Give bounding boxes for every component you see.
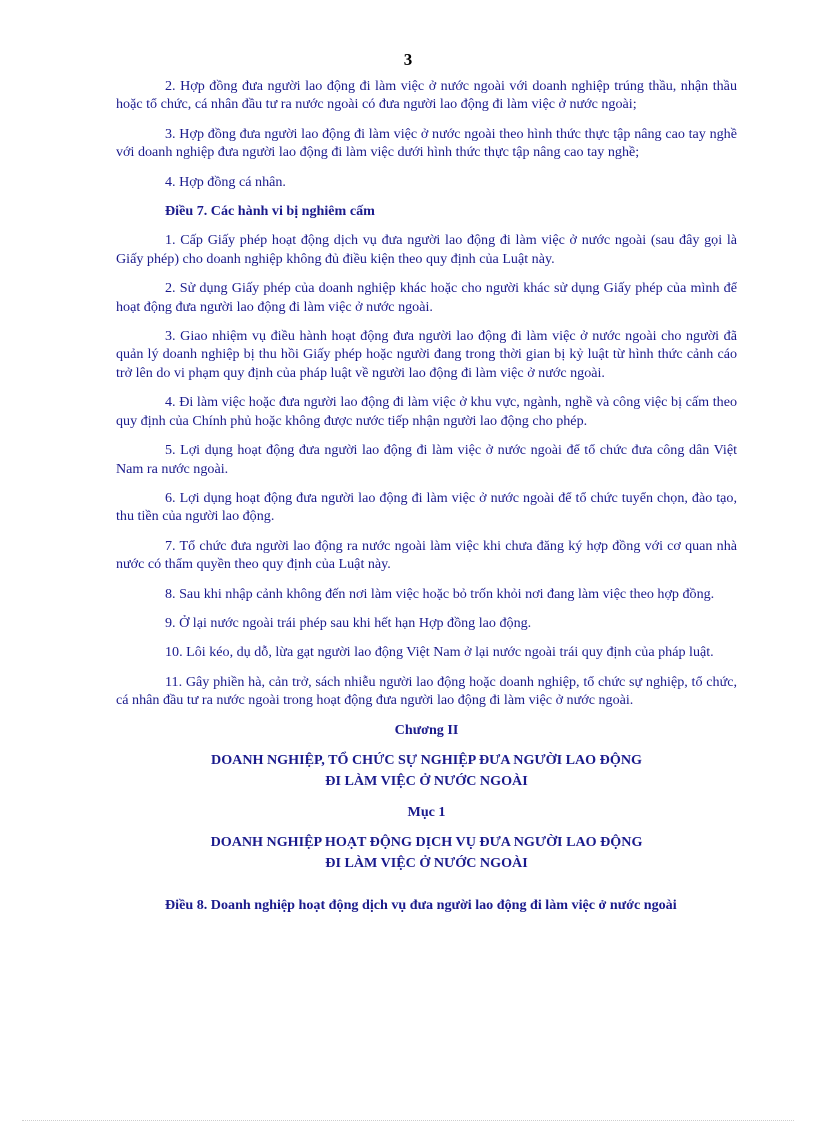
section-label: Mục 1 <box>407 803 446 820</box>
article-7-item-2: 2. Sử dụng Giấy phép của doanh nghiệp khác hoặc cho người khác sử dụng Giấy phép của mình để hoạt động đưa người lao động đi làm việc ở nước ngoài. <box>116 280 737 315</box>
page-bottom-divider <box>22 1120 794 1121</box>
article-7-item-7: 7. Tổ chức đưa người lao động ra nước ngoài làm việc khi chưa đăng ký hợp đồng với cơ quan nhà nước có thẩm quyền theo quy định của Luật này. <box>116 537 737 573</box>
article-7-item-3: 3. Giao nhiệm vụ điều hành hoạt động đưa người lao động đi làm việc ở nước ngoài cho người đã quản lý doanh nghiệp bị thu hồi Giấy phép hoặc người đang trong thời gian bị kỷ luật từ hình thức cảnh cáo trở lên do vi phạm quy định của pháp luật về người lao động đi làm việc ở nước ngoài. <box>116 328 737 381</box>
article-7-item-1: 1. Cấp Giấy phép hoạt động dịch vụ đưa người lao động đi làm việc ở nước ngoài (sau đây gọi là Giấy phép) cho doanh nghiệp không đủ điều kiện theo quy định của Luật này. <box>116 232 737 267</box>
article-7-item-10: 10. Lôi kéo, dụ dỗ, lừa gạt người lao động Việt Nam ở lại nước ngoài trái quy định của pháp luật. <box>165 644 714 661</box>
article-7-heading: Điều 7. Các hành vi bị nghiêm cấm <box>165 203 375 220</box>
page-number: 3 <box>403 50 413 69</box>
article-7-item-8: 8. Sau khi nhập cảnh không đến nơi làm việc hoặc bỏ trốn khỏi nơi đang làm việc theo hợp đồng. <box>165 585 715 602</box>
article-7-item-4: 4. Đi làm việc hoặc đưa người lao động đi làm việc ở khu vực, ngành, nghề và công việc bị cấm theo quy định của Chính phủ hoặc không được nước tiếp nhận người lao động cho phép. <box>116 394 737 429</box>
paragraph-4: 4. Hợp đồng cá nhân. <box>165 173 286 190</box>
article-8-heading: Điều 8. Doanh nghiệp hoạt động dịch vụ đưa người lao động đi làm việc ở nước ngoài <box>165 897 677 914</box>
section-title: DOANH NGHIỆP HOẠT ĐỘNG DỊCH VỤ ĐƯA NGƯỜI LAO ĐỘNG ĐI LÀM VIỆC Ở NƯỚC NGOÀI <box>210 834 643 872</box>
paragraph-3: 3. Hợp đồng đưa người lao động đi làm việc ở nước ngoài theo hình thức thực tập nâng cao tay nghề với doanh nghiệp đưa người lao động đi làm việc dưới hình thức thực tập nâng cao tay nghề; <box>116 125 737 161</box>
document-body <box>116 77 737 915</box>
article-7-item-6: 6. Lợi dụng hoạt động đưa người lao động đi làm việc ở nước ngoài để tổ chức tuyển chọn, đào tạo, thu tiền của người lao động. <box>116 489 737 525</box>
article-7-item-11: 11. Gây phiền hà, cản trở, sách nhiễu người lao động hoặc doanh nghiệp, tổ chức sự nghiệp, tổ chức, cá nhân đầu tư ra nước ngoài trong hoạt động đưa người lao động đi làm việc ở nước ngoài. <box>116 673 737 709</box>
chapter-label: Chương II <box>394 721 459 738</box>
paragraph-2: 2. Hợp đồng đưa người lao động đi làm việc ở nước ngoài với doanh nghiệp trúng thầu, nhận thầu hoặc tổ chức, cá nhân đầu tư ra nước ngoài có đưa người lao động đi làm việc ở nước ngoài; <box>116 78 737 113</box>
article-7-item-9: 9. Ở lại nước ngoài trái phép sau khi hết hạn Hợp đồng lao động. <box>165 614 532 631</box>
chapter-title: DOANH NGHIỆP, TỔ CHỨC SỰ NGHIỆP ĐƯA NGƯỜI LAO ĐỘNG ĐI LÀM VIỆC Ở NƯỚC NGOÀI <box>211 751 642 789</box>
article-7-item-5: 5. Lợi dụng hoạt động đưa người lao động đi làm việc ở nước ngoài để tổ chức đưa công dân Việt Nam ra nước ngoài. <box>116 442 737 477</box>
